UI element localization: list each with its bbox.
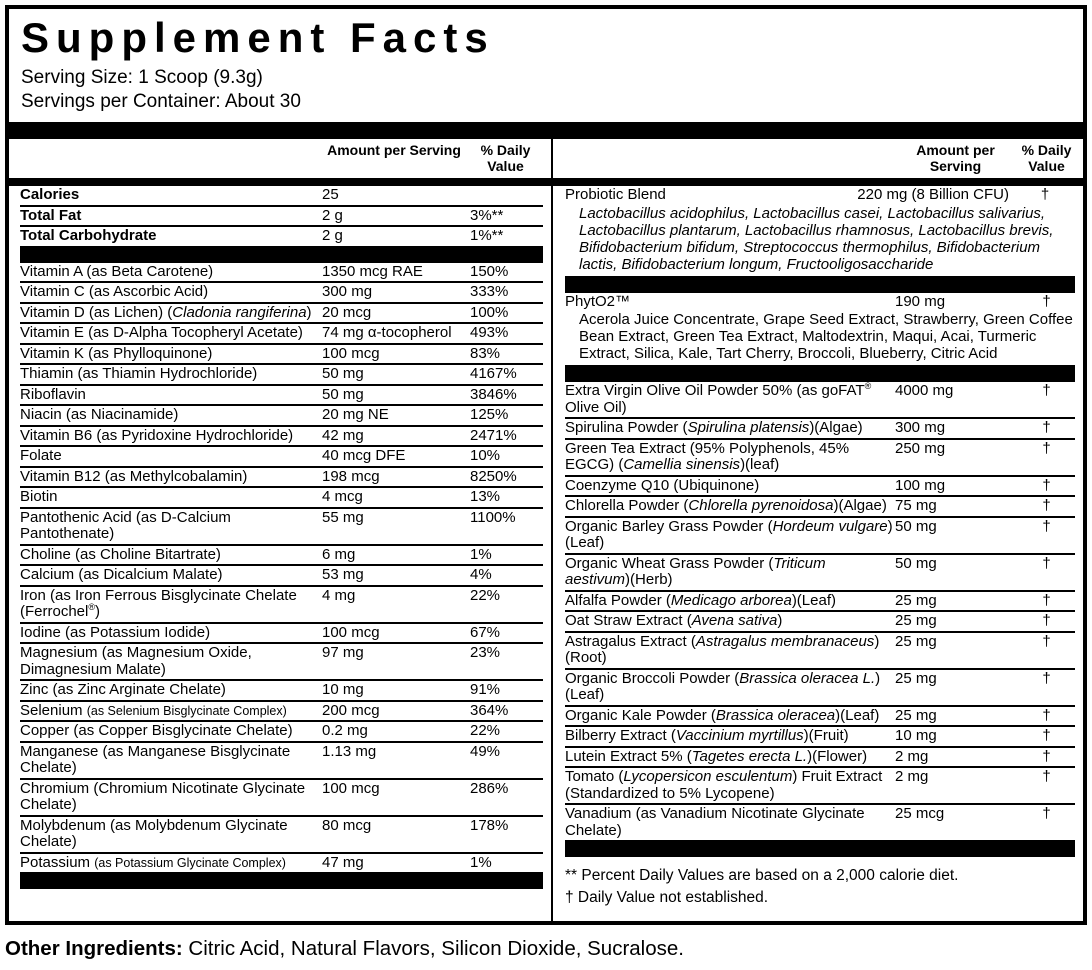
ingredient-name-part: ) Fruit Extract (Standardized to 5% Lycopene) bbox=[565, 768, 883, 802]
amount-per-serving-value: 25 mg bbox=[895, 706, 937, 724]
amount-per-serving-value: 4 mcg bbox=[322, 488, 363, 505]
ingredient-row bbox=[565, 495, 1075, 516]
ingredient-name bbox=[20, 264, 320, 281]
ingredient-name-part: Organic Kale Powder ( bbox=[565, 706, 716, 724]
ingredient-name bbox=[20, 208, 320, 225]
ingredient-name-part: Brassica oleracea bbox=[715, 706, 836, 724]
ingredient-row bbox=[20, 486, 543, 507]
ingredient-name bbox=[565, 634, 893, 667]
ingredient-name bbox=[20, 781, 320, 814]
left-column-rows bbox=[20, 186, 543, 889]
ingredient-name-part: Selenium bbox=[20, 701, 87, 719]
amount-per-serving-value: 50 mg bbox=[322, 365, 364, 382]
ingredient-name bbox=[565, 294, 893, 311]
ingredient-row bbox=[20, 384, 543, 405]
ingredient-name-part: Magnesium (as Magnesium Oxide, Dimagnesium Malate) bbox=[20, 644, 252, 678]
amount-per-serving-value: 20 mcg bbox=[322, 303, 372, 321]
ingredient-name-part: ® bbox=[864, 381, 872, 391]
thick-divider-bar bbox=[9, 122, 1083, 139]
ingredient-name-part: ® bbox=[88, 602, 95, 612]
ingredient-name-part: Green Tea Extract (95% Polyphenols, 45% EGCG) ( bbox=[565, 439, 850, 473]
daily-value-percent: 22% bbox=[470, 586, 501, 604]
ingredient-name-part: Manganese (as Manganese Bisglycinate Chelate) bbox=[20, 742, 291, 776]
daily-value-percent: 3%** bbox=[470, 206, 504, 224]
ingredient-name-part: Folate bbox=[20, 447, 62, 464]
amount-per-serving-value: 2 mg bbox=[895, 768, 929, 785]
ingredient-name-part: Vitamin B12 (as Methylcobalamin) bbox=[20, 467, 248, 485]
ingredient-name-part: )(Flower) bbox=[807, 747, 868, 765]
ingredient-row bbox=[20, 466, 543, 487]
ingredient-name bbox=[20, 489, 320, 506]
amount-per-serving-value: 25 mg bbox=[895, 632, 937, 650]
ingredient-name-part: Zinc (as Zinc Arginate Chelate) bbox=[20, 681, 226, 698]
ingredient-name-part: Calcium (as Dicalcium Malate) bbox=[20, 566, 223, 583]
amount-per-serving-value: 2 mg bbox=[895, 747, 929, 765]
ingredient-row bbox=[20, 778, 543, 815]
ingredient-name-part: ) bbox=[777, 612, 783, 629]
daily-value-percent: 4% bbox=[470, 566, 492, 583]
ingredient-name-part: (as Selenium Bisglycinate Complex) bbox=[86, 703, 287, 718]
amount-per-serving-value: 4000 mg bbox=[895, 382, 954, 399]
daily-value-percent: † bbox=[1042, 476, 1051, 494]
ingredient-name bbox=[20, 325, 320, 342]
daily-value-percent: 49% bbox=[470, 742, 501, 760]
ingredient-name-part: Vitamin A (as Beta Carotene) bbox=[20, 262, 214, 280]
amount-per-serving-value: 100 mg bbox=[895, 476, 946, 494]
percent-daily-value-header: % Daily Value bbox=[480, 142, 531, 174]
amount-per-serving-value: 300 mg bbox=[895, 419, 946, 436]
ingredient-name-part: )(Leaf) bbox=[835, 706, 880, 724]
amount-per-serving-value: 25 mg bbox=[895, 612, 937, 629]
blend-ingredient-list: Acerola Juice Concentrate, Grape Seed Extract, Strawberry, Green Coffee Bean Extract, Green Tea Extract, Maltodextrin, Maqui, Acai, Turmeric Extract, Silica, Kale, Tart Cherry, Broccoli, Blueberry, Citric Acid bbox=[579, 311, 1073, 362]
ingredient-name-part: Riboflavin bbox=[20, 385, 86, 403]
daily-value-percent: † bbox=[1042, 706, 1051, 724]
ingredient-name bbox=[20, 855, 320, 872]
ingredient-row bbox=[20, 425, 543, 446]
ingredient-name bbox=[20, 284, 320, 301]
amount-per-serving-value: 300 mg bbox=[322, 283, 373, 300]
amount-per-serving-value: 190 mg bbox=[895, 292, 946, 310]
other-ingredients-line bbox=[5, 936, 684, 962]
daily-value-percent: 2471% bbox=[470, 426, 517, 444]
servings-per-container-line: Servings per Container: About 30 bbox=[21, 91, 301, 112]
ingredient-name-part: Choline (as Choline Bitartrate) bbox=[20, 545, 221, 563]
amount-per-serving-value: 198 mcg bbox=[322, 467, 380, 485]
daily-value-percent: 493% bbox=[470, 324, 509, 341]
section-divider-bar bbox=[20, 246, 543, 263]
ingredient-row bbox=[20, 343, 543, 364]
ingredient-name-part: Vitamin E (as D-Alpha Tocopheryl Acetate) bbox=[20, 324, 303, 341]
ingredient-name bbox=[565, 749, 893, 766]
ingredient-row bbox=[565, 516, 1075, 553]
amount-per-serving-value: 4 mg bbox=[322, 586, 356, 604]
amount-per-serving-value: 2 g bbox=[322, 227, 343, 244]
ingredient-name-part: Hordeum vulgare bbox=[772, 517, 888, 535]
right-column bbox=[553, 139, 1083, 921]
daily-value-percent: 1100% bbox=[470, 508, 516, 526]
daily-value-percent: 178% bbox=[470, 816, 509, 834]
ingredient-row bbox=[20, 585, 543, 622]
daily-value-percent: 23% bbox=[470, 644, 501, 661]
other-ingredients-label: Other Ingredients: bbox=[5, 937, 183, 960]
ingredient-name bbox=[565, 498, 893, 515]
section-divider-bar bbox=[565, 840, 1075, 857]
daily-value-percent: 91% bbox=[470, 681, 501, 698]
ingredient-row bbox=[565, 438, 1075, 475]
ingredient-row bbox=[565, 293, 1075, 366]
ingredient-name-part: Chlorella pyrenoidosa bbox=[688, 497, 834, 514]
daily-value-percent: 83% bbox=[470, 344, 501, 362]
amount-per-serving-value: 74 mg α-tocopherol bbox=[322, 324, 452, 341]
ingredient-name-part: Bilberry Extract ( bbox=[565, 727, 676, 744]
ingredient-name-part: Iron (as Iron Ferrous Bisglycinate Chelate (Ferrochel bbox=[20, 586, 297, 620]
ingredient-name bbox=[565, 806, 893, 839]
footnotes bbox=[565, 857, 1075, 913]
ingredient-name-part: ) bbox=[95, 603, 100, 620]
ingredient-name-part: Astragalus Extract ( bbox=[565, 632, 696, 650]
daily-value-percent: 22% bbox=[470, 722, 501, 739]
ingredient-name-part: Spirulina platensis bbox=[687, 419, 810, 436]
daily-value-percent: † bbox=[1042, 497, 1051, 514]
ingredient-row bbox=[20, 281, 543, 302]
ingredient-name-part: Vitamin K (as Phylloquinone) bbox=[20, 344, 213, 362]
ingredient-name-part: Alfalfa Powder ( bbox=[565, 591, 671, 609]
ingredient-name bbox=[20, 818, 320, 851]
ingredient-name-part: Camellia sinensis bbox=[623, 456, 741, 473]
amount-per-serving-value: 55 mg bbox=[322, 508, 364, 526]
ingredient-row bbox=[20, 815, 543, 852]
ingredient-row bbox=[565, 610, 1075, 631]
ingredient-name-part: )(Leaf) bbox=[791, 591, 836, 609]
ingredient-name bbox=[565, 728, 893, 745]
daily-value-percent: † bbox=[1042, 517, 1051, 535]
ingredient-name-part: Brassica oleracea L. bbox=[739, 669, 876, 687]
ingredient-name-part: Vanadium (as Vanadium Nicotinate Glycinate Chelate) bbox=[565, 805, 865, 839]
amount-per-serving-value: 10 mg bbox=[895, 727, 937, 744]
ingredient-name bbox=[20, 510, 320, 543]
ingredient-name-part: Olive Oil) bbox=[565, 398, 627, 416]
ingredient-name bbox=[565, 441, 893, 474]
ingredient-name-part: Astragalus membranaceus bbox=[695, 632, 875, 650]
daily-value-percent: 1% bbox=[470, 853, 492, 871]
right-column-rows bbox=[565, 186, 1075, 913]
ingredient-name bbox=[20, 407, 320, 424]
amount-per-serving-value: 1.13 mg bbox=[322, 742, 377, 760]
amount-per-serving-value: 250 mg bbox=[895, 439, 946, 457]
amount-per-serving-value: 80 mcg bbox=[322, 816, 372, 834]
ingredient-row bbox=[565, 766, 1075, 803]
ingredient-row bbox=[20, 700, 543, 721]
daily-value-percent: † bbox=[1042, 747, 1051, 765]
ingredient-name-part: (as Potassium Glycinate Complex) bbox=[94, 855, 286, 870]
ingredient-row bbox=[565, 553, 1075, 590]
footnote-line: † Daily Value not established. bbox=[565, 889, 769, 906]
amount-per-serving-value: 100 mcg bbox=[322, 779, 380, 797]
amount-per-serving-value: 47 mg bbox=[322, 853, 364, 871]
ingredient-name bbox=[565, 613, 893, 630]
amount-per-serving-value: 25 mg bbox=[895, 591, 937, 609]
amount-per-serving-value: 10 mg bbox=[322, 681, 364, 698]
amount-per-serving-value: 6 mg bbox=[322, 545, 356, 563]
daily-value-percent: 8250% bbox=[470, 467, 517, 485]
ingredient-name-part: Avena sativa bbox=[691, 612, 778, 629]
daily-value-percent: † bbox=[1042, 419, 1051, 436]
ingredient-name-part: Total Fat bbox=[20, 206, 82, 224]
daily-value-percent: † bbox=[1040, 186, 1050, 203]
daily-value-percent: † bbox=[1042, 439, 1051, 457]
ingredient-name-part: Potassium bbox=[20, 853, 95, 871]
amount-per-serving-value: 100 mcg bbox=[322, 344, 380, 362]
amount-per-serving-value: 97 mg bbox=[322, 644, 364, 661]
amount-per-serving-value: 200 mcg bbox=[322, 701, 380, 719]
amount-per-serving-value: 2 g bbox=[322, 206, 343, 224]
daily-value-percent: † bbox=[1042, 727, 1051, 744]
ingredient-name bbox=[565, 769, 893, 802]
ingredient-name-part: Thiamin (as Thiamin Hydrochloride) bbox=[20, 365, 258, 382]
left-column bbox=[9, 139, 553, 921]
spacer bbox=[20, 142, 320, 174]
ingredient-name bbox=[20, 625, 320, 642]
ingredient-row bbox=[565, 475, 1075, 496]
daily-value-percent: 150% bbox=[470, 262, 509, 280]
amount-per-serving-header: Amount per Serving bbox=[916, 142, 995, 174]
ingredient-row bbox=[20, 186, 543, 205]
ingredient-row bbox=[565, 417, 1075, 438]
amount-per-serving-value: 100 mcg bbox=[322, 623, 380, 641]
daily-value-percent: † bbox=[1042, 632, 1051, 650]
amount-per-serving-value: 220 mg (8 Billion CFU) bbox=[857, 186, 1009, 203]
daily-value-percent: † bbox=[1042, 382, 1051, 399]
ingredient-name-part: Tomato ( bbox=[565, 768, 624, 785]
ingredient-name bbox=[565, 593, 893, 610]
ingredient-name-part: PhytO2™ bbox=[565, 292, 631, 310]
ingredient-name bbox=[20, 228, 320, 245]
ingredient-name-part: Calories bbox=[20, 186, 80, 203]
daily-value-percent: † bbox=[1042, 612, 1051, 629]
serving-size-line: Serving Size: 1 Scoop (9.3g) bbox=[21, 67, 263, 88]
ingredient-row bbox=[20, 302, 543, 323]
ingredient-name-part: )(Root) bbox=[565, 632, 880, 666]
ingredient-name-part: )(Algae) bbox=[809, 419, 863, 436]
ingredient-name-part: Organic Wheat Grass Powder ( bbox=[565, 554, 774, 572]
amount-per-serving-value: 25 mg bbox=[895, 669, 937, 687]
spacer bbox=[565, 142, 893, 174]
ingredient-name bbox=[20, 744, 320, 777]
ingredient-row bbox=[565, 803, 1075, 840]
ingredient-name bbox=[20, 346, 320, 363]
other-ingredients-text: Citric Acid, Natural Flavors, Silicon Dioxide, Sucralose. bbox=[182, 937, 684, 960]
daily-value-percent: 125% bbox=[470, 406, 509, 423]
ingredient-name-part: )(Leaf) bbox=[565, 517, 893, 551]
header-divider-bar bbox=[553, 178, 1083, 186]
ingredient-name-part: Total Carbohydrate bbox=[20, 227, 157, 244]
ingredient-row bbox=[565, 186, 1075, 276]
ingredient-row bbox=[20, 404, 543, 425]
daily-value-percent: † bbox=[1042, 669, 1051, 687]
ingredient-name-part: Coenzyme Q10 (Ubiquinone) bbox=[565, 476, 760, 494]
ingredient-name bbox=[20, 588, 320, 621]
section-divider-bar bbox=[20, 872, 543, 889]
ingredient-name-part: Chlorella Powder ( bbox=[565, 497, 689, 514]
two-column-body bbox=[9, 139, 1083, 921]
section-divider-bar bbox=[565, 276, 1075, 293]
ingredient-name bbox=[20, 187, 320, 204]
amount-per-serving-value: 42 mg bbox=[322, 426, 364, 444]
ingredient-name bbox=[20, 366, 320, 383]
ingredient-name-part: Probiotic Blend bbox=[565, 186, 666, 203]
ingredient-name-part: Triticum aestivum bbox=[565, 554, 826, 588]
daily-value-percent: 13% bbox=[470, 488, 501, 505]
ingredient-name bbox=[20, 682, 320, 699]
ingredient-row bbox=[20, 679, 543, 700]
footnote-line: ** Percent Daily Values are based on a 2,000 calorie diet. bbox=[565, 867, 959, 884]
ingredient-row bbox=[20, 564, 543, 585]
daily-value-percent: 4167% bbox=[470, 365, 517, 382]
ingredient-name-part: Pantothenic Acid (as D-Calcium Pantothenate) bbox=[20, 508, 231, 542]
ingredient-name bbox=[20, 387, 320, 404]
ingredient-name-part: Vitamin B6 (as Pyridoxine Hydrochloride) bbox=[20, 426, 294, 444]
ingredient-name-part: Iodine (as Potassium Iodide) bbox=[20, 623, 211, 641]
ingredient-name-part: Cladonia rangiferina bbox=[172, 303, 307, 321]
ingredient-row bbox=[565, 382, 1075, 417]
ingredient-row bbox=[20, 852, 543, 873]
ingredient-name bbox=[565, 708, 893, 725]
daily-value-percent: 286% bbox=[470, 779, 509, 797]
amount-per-serving-value: 53 mg bbox=[322, 566, 364, 583]
ingredient-name-part: Tagetes erecta L. bbox=[691, 747, 808, 765]
left-column-header bbox=[20, 139, 543, 178]
ingredient-name-part: Copper (as Copper Bisglycinate Chelate) bbox=[20, 722, 293, 739]
ingredient-row bbox=[20, 507, 543, 544]
ingredient-name-part: )(Herb) bbox=[625, 571, 673, 588]
ingredient-name-part: Vaccinium myrtillus bbox=[675, 727, 804, 744]
ingredient-name bbox=[20, 567, 320, 584]
daily-value-percent: † bbox=[1042, 768, 1051, 785]
amount-per-serving-value: 75 mg bbox=[895, 497, 937, 514]
ingredient-row bbox=[20, 741, 543, 778]
ingredient-name-part: )(Algae) bbox=[833, 497, 887, 514]
ingredient-name bbox=[20, 703, 320, 720]
ingredient-row bbox=[20, 205, 543, 226]
ingredient-name-part: )(leaf) bbox=[740, 456, 780, 473]
ingredient-name-part: Spirulina Powder ( bbox=[565, 419, 688, 436]
daily-value-percent: † bbox=[1042, 805, 1051, 822]
ingredient-name-part: Oat Straw Extract ( bbox=[565, 612, 692, 629]
ingredient-row bbox=[20, 225, 543, 246]
ingredient-name bbox=[20, 448, 320, 465]
ingredient-name-part: Organic Broccoli Powder ( bbox=[565, 669, 740, 687]
ingredient-name bbox=[20, 469, 320, 486]
blend-ingredient-list: Lactobacillus acidophilus, Lactobacillus casei, Lactobacillus salivarius, Lactobacillus plantarum, Lactobacillus rhamnosus, Lactobacillus brevis, Bifidobacterium bifidum, Streptococcus thermophilus, Bifidobacterium lactis, Bifidobacterium longum, Fructooligosaccharide bbox=[579, 204, 1054, 273]
ingredient-row bbox=[565, 590, 1075, 611]
section-divider-bar bbox=[565, 365, 1075, 382]
ingredient-name-part: Vitamin D (as Lichen) ( bbox=[20, 303, 173, 321]
ingredient-name-part: Chromium (Chromium Nicotinate Glycinate Chelate) bbox=[20, 779, 306, 813]
ingredient-name-part: ) bbox=[306, 303, 312, 321]
daily-value-percent: 3846% bbox=[470, 385, 517, 403]
ingredient-row bbox=[20, 622, 543, 643]
ingredient-name-part: )(Fruit) bbox=[803, 727, 849, 744]
ingredient-row bbox=[565, 668, 1075, 705]
ingredient-row bbox=[565, 746, 1075, 767]
ingredient-name-part: Organic Barley Grass Powder ( bbox=[565, 517, 773, 535]
daily-value-percent: 67% bbox=[470, 623, 501, 641]
ingredient-name-part: Molybdenum (as Molybdenum Glycinate Chelate) bbox=[20, 816, 288, 850]
panel-header bbox=[9, 9, 1083, 122]
ingredient-name bbox=[565, 478, 893, 495]
ingredient-name bbox=[20, 305, 320, 322]
ingredient-name bbox=[565, 556, 893, 589]
ingredient-name bbox=[20, 723, 320, 740]
daily-value-percent: 364% bbox=[470, 701, 509, 719]
ingredient-row bbox=[20, 322, 543, 343]
ingredient-name bbox=[20, 645, 320, 678]
amount-per-serving-value: 40 mcg DFE bbox=[322, 447, 406, 464]
ingredient-name-part: Lycopersicon esculentum bbox=[623, 768, 793, 785]
amount-per-serving-value: 50 mg bbox=[322, 385, 364, 403]
daily-value-percent: 1%** bbox=[470, 227, 504, 244]
amount-per-serving-value: 0.2 mg bbox=[322, 722, 368, 739]
ingredient-row bbox=[565, 725, 1075, 746]
ingredient-row bbox=[20, 642, 543, 679]
ingredient-name bbox=[565, 420, 893, 437]
ingredient-name bbox=[565, 671, 893, 704]
ingredient-name-part: Lutein Extract 5% ( bbox=[565, 747, 692, 765]
ingredient-name-part: Niacin (as Niacinamide) bbox=[20, 406, 179, 423]
daily-value-percent: † bbox=[1042, 292, 1051, 310]
ingredient-row bbox=[565, 705, 1075, 726]
amount-per-serving-value: 1350 mcg RAE bbox=[322, 262, 423, 280]
supplement-facts-panel bbox=[5, 5, 1087, 925]
ingredient-name-part: Vitamin C (as Ascorbic Acid) bbox=[20, 283, 209, 300]
ingredient-name bbox=[565, 383, 893, 416]
amount-per-serving-value: 50 mg bbox=[895, 517, 937, 535]
ingredient-row bbox=[20, 263, 543, 282]
right-column-header bbox=[565, 139, 1075, 178]
ingredient-row bbox=[565, 631, 1075, 668]
ingredient-row bbox=[20, 720, 543, 741]
header-divider-bar bbox=[9, 178, 551, 186]
daily-value-percent bbox=[468, 187, 543, 204]
ingredient-row bbox=[20, 445, 543, 466]
daily-value-percent: 100% bbox=[470, 303, 509, 321]
ingredient-name bbox=[20, 547, 320, 564]
amount-per-serving-header: Amount per Serving bbox=[327, 142, 461, 158]
amount-per-serving-value: 25 bbox=[322, 186, 339, 203]
amount-per-serving-value: 50 mg bbox=[895, 554, 937, 572]
daily-value-percent: 333% bbox=[470, 283, 509, 300]
ingredient-name-part: Medicago arborea bbox=[670, 591, 792, 609]
panel-title: Supplement Facts bbox=[21, 14, 495, 61]
ingredient-row bbox=[20, 363, 543, 384]
percent-daily-value-header: % Daily Value bbox=[1021, 142, 1072, 174]
ingredient-name-part: Extra Virgin Olive Oil Powder 50% (as goFAT bbox=[565, 382, 865, 399]
amount-per-serving-value: 20 mg NE bbox=[322, 406, 389, 423]
ingredient-name-part: )(Leaf) bbox=[565, 669, 881, 703]
daily-value-percent: 1% bbox=[470, 545, 492, 563]
ingredient-row bbox=[20, 544, 543, 565]
daily-value-percent: † bbox=[1042, 554, 1051, 572]
ingredient-name bbox=[20, 428, 320, 445]
daily-value-percent: † bbox=[1042, 591, 1051, 609]
ingredient-name bbox=[565, 519, 893, 552]
ingredient-name-part: Biotin bbox=[20, 488, 58, 505]
ingredient-name bbox=[565, 187, 666, 204]
daily-value-percent: 10% bbox=[470, 447, 501, 464]
amount-per-serving-value: 25 mcg bbox=[895, 805, 945, 822]
